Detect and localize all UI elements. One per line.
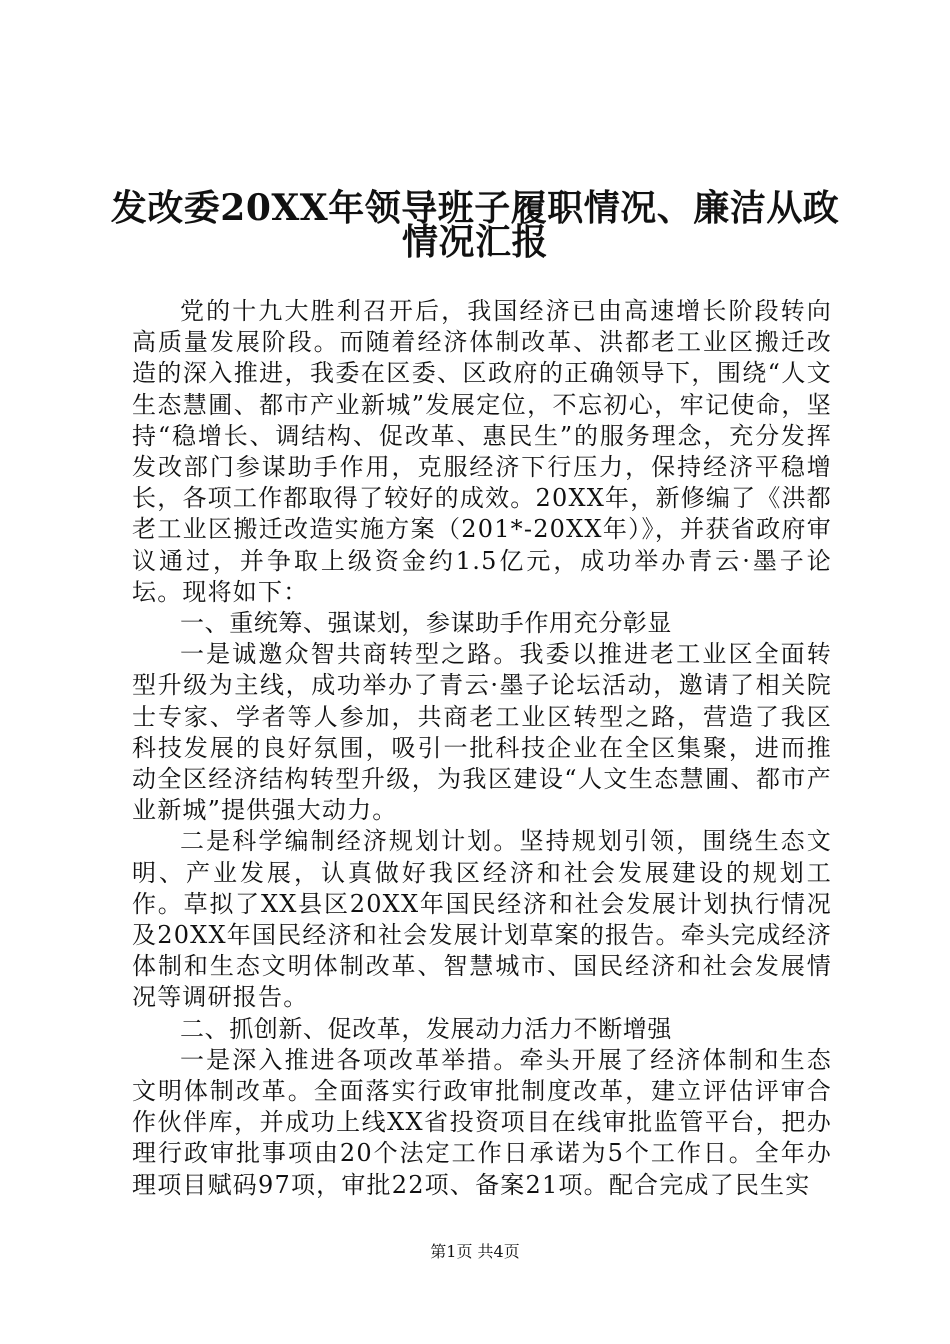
section-heading-1: 一、重统筹、强谋划，参谋助手作用充分彰显 — [180, 609, 672, 638]
document-title-line-2: 情况汇报 — [401, 221, 548, 263]
page-footer: 第1页 共4页 — [430, 1242, 520, 1261]
body-paragraph: 一是诚邀众智共商转型之路。我委以推进老工业区全面转型升级为主线，成功举办了青云·墨子论坛活动，邀请了相关院士专家、学者等人参加，共商老工业区转型之路，营造了我区科技发展的良好氛围，吸引一批科技企业在全区集聚，进而推动全区经济结构转型升级，为我区建设“人文生态慧圃、都市产业新城”提供强大动力。 — [132, 640, 832, 825]
body-paragraph: 一是深入推进各项改革举措。牵头开展了经济体制和生态文明体制改革。全面落实行政审批制度改革，建立评估评审合作伙伴库，并成功上线XX省投资项目在线审批监管平台，把办理行政审批事项由20个法定工作日承诺为5个工作日。全年办理项目赋码97项，审批22项、备案21项。配合完成了民生实 — [132, 1045, 832, 1199]
document-title-line-1: 发改委20XX年领导班子履职情况、廉洁从政 — [110, 187, 840, 229]
document-body — [132, 296, 832, 1201]
body-paragraph-intro: 党的十九大胜利召开后，我国经济已由高速增长阶段转向高质量发展阶段。而随着经济体制改革、洪都老工业区搬迁改造的深入推进，我委在区委、区政府的正确领导下，围绕“人文生态慧圃、都市产业新城”发展定位，不忘初心，牢记使命，坚持“稳增长、调结构、促改革、惠民生”的服务理念，充分发挥发改部门参谋助手作用，克服经济下行压力，保持经济平稳增长，各项工作都取得了较好的成效。20XX年，新修编了《洪都老工业区搬迁改造实施方案（201*-20XX年）》，并获省政府审议通过，并争取上级资金约1.5亿元，成功举办青云·墨子论坛。现将如下： — [132, 297, 832, 606]
body-paragraph: 二是科学编制经济规划计划。坚持规划引领，围绕生态文明、产业发展，认真做好我区经济和社会发展建设的规划工作。草拟了XX县区20XX年国民经济和社会发展计划执行情况及20XX年国民经济和社会发展计划草案的报告。牵头完成经济体制和生态文明体制改革、智慧城市、国民经济和社会发展情况等调研报告。 — [132, 827, 832, 1012]
section-heading-2: 二、抓创新、促改革，发展动力活力不断增强 — [180, 1014, 672, 1043]
